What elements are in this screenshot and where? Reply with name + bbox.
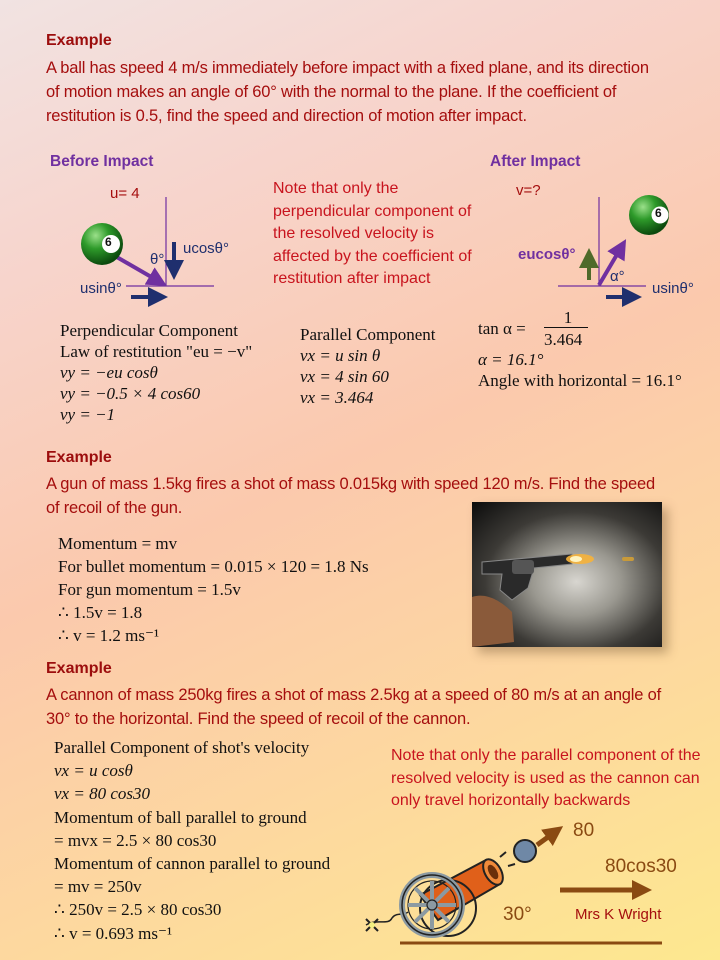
working-line: Law of restitution "eu = −v"	[60, 342, 253, 361]
example2-heading: Example	[46, 449, 112, 466]
example1-problem: A ball has speed 4 m/s immediately before impact with a fixed plane, and its direction of motion makes an angle of 60° with the normal to the plane. If the coefficient of restitution is 0.5, find the speed and direction of motion after impact.	[46, 59, 649, 125]
author-credit: Mrs K Wright	[575, 906, 662, 923]
example3-note: Note that only the parallel component of the resolved velocity is used as the cannon can only travel horizontally backwards	[391, 747, 701, 809]
example1-heading: Example	[46, 32, 112, 49]
working-line: vx = 4 sin 60	[300, 367, 389, 386]
angle-working	[478, 307, 682, 391]
working-line: Momentum = mv	[58, 534, 178, 553]
working-line: vy = −0.5 × 4 cos60	[60, 384, 201, 403]
working-line: Momentum of ball parallel to ground	[54, 807, 307, 827]
working-line: Parallel Component	[300, 325, 436, 344]
fraction-bar	[544, 327, 588, 328]
cannon-icon	[402, 856, 507, 936]
revolver-icon	[472, 502, 662, 647]
working-line: vy = −1	[60, 405, 116, 424]
before-par-label: usinθ°	[80, 280, 122, 297]
parallel-working	[300, 324, 436, 408]
after-perp-label: eucosθ°	[518, 246, 576, 263]
working-line: Parallel Component of shot's velocity	[54, 738, 310, 757]
working-line: vx = u sin θ	[300, 346, 381, 365]
working-line: For bullet momentum = 0.015 × 120 = 1.8 Ns	[58, 557, 369, 576]
after-par-label: usinθ°	[652, 280, 694, 297]
alpha-result: α = 16.1°	[478, 350, 544, 369]
angle-conclusion: Angle with horizontal = 16.1°	[478, 371, 682, 390]
working-line: ∴ v = 0.693 ms⁻¹	[54, 923, 173, 943]
working-line: Momentum of cannon parallel to ground	[54, 853, 331, 873]
example3-heading: Example	[46, 660, 112, 677]
after-ball-number: 6	[655, 206, 662, 220]
working-line: ∴ 1.5v = 1.8	[58, 603, 143, 622]
after-ball-icon	[629, 195, 669, 235]
example2-working	[58, 532, 369, 647]
shot-speed-label: 80	[573, 820, 595, 841]
cannon-diagram	[366, 832, 662, 943]
working-line: Perpendicular Component	[60, 321, 238, 340]
fraction-numerator: 1	[563, 308, 573, 327]
working-line: ∴ 250v = 2.5 × 80 cos30	[54, 900, 222, 920]
before-ball-number: 6	[105, 235, 112, 249]
before-perp-label: ucosθ°	[183, 240, 230, 257]
working-line: = mvx = 2.5 × 80 cos30	[54, 830, 217, 850]
example3-problem: A cannon of mass 250kg fires a shot of mass 2.5kg at a speed of 80 m/s at an angle of 30° to the horizontal. Find the speed of recoil of the cannon.	[46, 686, 661, 728]
before-impact-title: Before Impact	[50, 153, 154, 170]
cannon-ball-icon	[514, 840, 536, 862]
fraction-denominator: 3.464	[544, 330, 583, 349]
perpendicular-working	[60, 320, 252, 425]
before-speed-label: u= 4	[110, 185, 140, 202]
gun-photo	[472, 502, 662, 647]
shot-velocity-arrow	[537, 832, 555, 845]
before-angle-label: θ°	[150, 251, 165, 268]
working-line: ∴ v = 1.2 ms⁻¹	[58, 626, 160, 645]
before-ball-icon	[81, 223, 123, 265]
working-line: = mv = 250v	[54, 877, 142, 897]
working-line: vx = 80 cos30	[54, 784, 150, 804]
tan-lhs: tan α =	[478, 319, 526, 338]
after-speed-label: v=?	[516, 182, 541, 199]
after-impact-title: After Impact	[490, 153, 581, 170]
example2-problem: A gun of mass 1.5kg fires a shot of mass 0.015kg with speed 120 m/s. Find the speed of recoil of the gun.	[46, 475, 655, 517]
after-angle-label: α°	[610, 268, 625, 285]
launch-angle-label: 30°	[503, 904, 532, 925]
working-line: vx = 3.464	[300, 388, 374, 407]
example3-working	[54, 736, 330, 945]
working-line: vy = −eu cosθ	[60, 363, 158, 382]
horizontal-component-label: 80cos30	[605, 856, 677, 877]
spark-icon	[366, 919, 378, 931]
working-line: For gun momentum = 1.5v	[58, 580, 241, 599]
example1-note: Note that only the perpendicular component of the resolved velocity is affected by the coefficient of restitution after impact	[273, 180, 472, 287]
working-line: vx = u cosθ	[54, 761, 133, 781]
